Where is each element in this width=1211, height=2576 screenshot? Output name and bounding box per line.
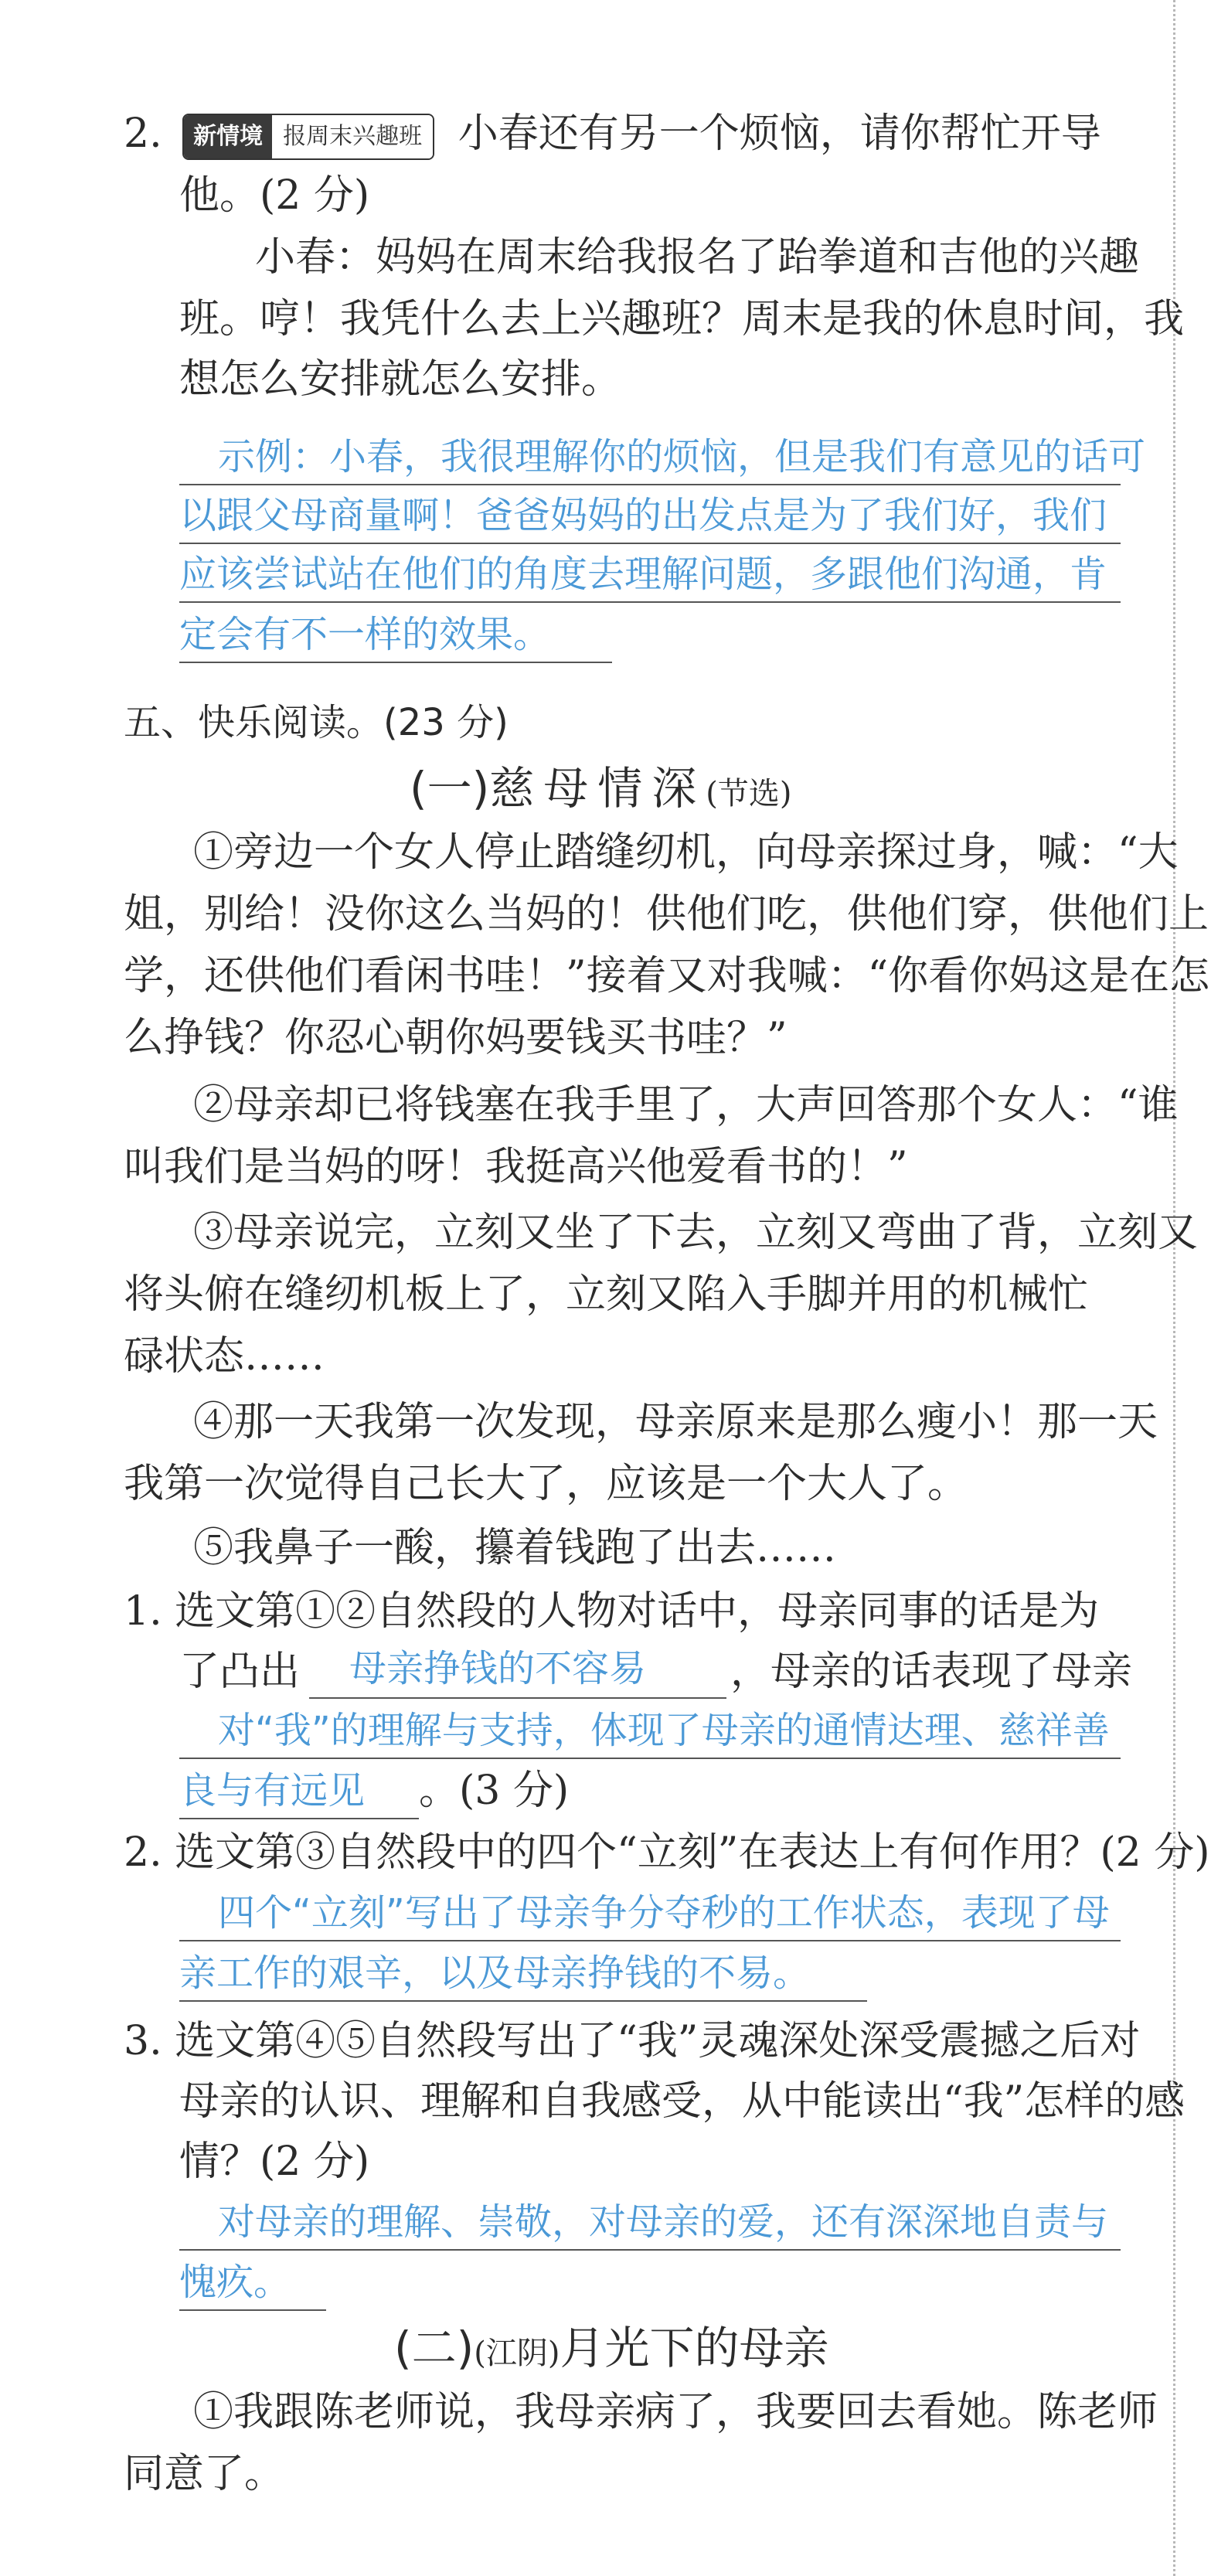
answer-underline [179, 662, 612, 663]
answer-underline [309, 1697, 726, 1699]
question-text: 小春还有另一个烦恼，请你帮忙开导 [458, 111, 1101, 157]
passage-line: ③母亲说完，立刻又坐了下去，立刻又弯曲了背，立刻又 [193, 1210, 1199, 1256]
subquestion-1 [124, 1584, 1099, 1638]
tag-label: 新情境 [184, 115, 272, 158]
passage-line: 我第一次觉得自己长大了，应该是一个大人了。 [124, 1461, 968, 1507]
passage-line: ②母亲却已将钱塞在我手里了，大声回答那个女人：“谁 [193, 1082, 1179, 1128]
passage-line: 姐，别给！没你这么当妈的！供他们吃，供他们穿，供他们上 [124, 891, 1209, 938]
answer-underline [179, 601, 1121, 603]
passage-2-heading [394, 2317, 829, 2384]
heading-prefix: (一) [410, 762, 490, 815]
quote-line-1: 小春：妈妈在周末给我报名了跆拳道和吉他的兴趣 [255, 234, 1140, 281]
answer-line-2: 良与有远见 [179, 1769, 366, 1812]
answer-underline [179, 1818, 419, 1819]
answer-line-1: 示例：小春，我很理解你的烦恼，但是我们有意见的话可 [218, 435, 1146, 478]
answer-underline [179, 2000, 867, 2002]
answer-line-3: 应该尝试站在他们的角度去理解问题，多跟他们沟通，肯 [179, 553, 1107, 596]
question-2 [124, 107, 1101, 161]
passage-line: ⑤我鼻子一酸，攥着钱跑了出去…… [193, 1525, 837, 1571]
answer-underline [179, 2249, 1121, 2251]
passage-line: 么挣钱？你忍心朝你妈要钱买书哇？” [124, 1015, 787, 1061]
answer-underline [179, 1758, 1121, 1759]
heading-source: (江阴) [474, 2336, 560, 2371]
question-text: ，母亲的话表现了母亲 [730, 1649, 1133, 1695]
question-text-cont: 他。(2 分) [179, 172, 370, 219]
quote-line-2: 班。哼！我凭什么去上兴趣班？周末是我的休息时间，我 [179, 296, 1185, 342]
question-text: 情？(2 分) [179, 2139, 370, 2185]
answer-line-2: 以跟父母商量啊！爸爸妈妈的出发点是为了我们好，我们 [179, 494, 1107, 537]
subquestion-1-line-2 [179, 1645, 300, 1699]
answer-underline [179, 2309, 326, 2311]
quote-line-3: 想怎么安排就怎么安排。 [179, 356, 622, 403]
passage-line: ①旁边一个女人停止踏缝纫机，向母亲探过身，喊：“大 [193, 829, 1179, 876]
answer-underline [179, 543, 1121, 544]
answer-line-2: 亲工作的艰辛，以及母亲挣钱的不易。 [179, 1952, 811, 1995]
subquestion-3 [124, 2014, 1140, 2068]
answer-line-1: 对母亲的理解、崇敬，对母亲的爱，还有深深地自责与 [218, 2200, 1109, 2244]
question-score: 。(3 分) [419, 1768, 570, 1814]
blank-answer: 母亲挣钱的不容易 [349, 1647, 647, 1690]
question-text: 母亲的认识、理解和自我感受，从中能读出“我”怎样的感 [179, 2078, 1185, 2125]
new-situation-tag [182, 114, 434, 160]
tag-topic: 报周末兴趣班 [272, 115, 433, 158]
answer-underline [179, 1940, 1121, 1941]
heading-prefix: (二) [394, 2322, 475, 2374]
answer-line-2: 愧疚。 [179, 2261, 291, 2304]
answer-line-1: 对“我”的理解与支持，体现了母亲的通情达理、慈祥善 [218, 1709, 1110, 1752]
passage-line: 将头俯在缝纫机板上了，立刻又陷入手脚并用的机械忙 [124, 1271, 1089, 1318]
heading-suffix: (节选) [706, 776, 792, 812]
question-number: 2. [124, 111, 162, 157]
answer-line-4: 定会有不一样的效果。 [179, 613, 551, 656]
question-text: 选文第③自然段中的四个“立刻”在表达上有何作用？(2 分) [175, 1829, 1210, 1876]
answer-line-1: 四个“立刻”写出了母亲争分夺秒的工作状态，表现了母 [218, 1891, 1110, 1935]
heading-title: 慈母情深 [489, 762, 706, 815]
passage-line: 叫我们是当妈的呀！我挺高兴他爱看书的！” [124, 1144, 908, 1190]
passage-line: 同意了。 [124, 2451, 285, 2497]
passage-line: 学，还供他们看闲书哇！”接着又对我喊：“你看你妈这是在怎 [124, 953, 1210, 999]
question-text: 选文第④⑤自然段写出了“我”灵魂深处深受震撼之后对 [175, 2018, 1141, 2064]
question-number: 1. [124, 1588, 162, 1635]
question-number: 2. [124, 1829, 162, 1876]
passage-1-heading [410, 757, 792, 825]
passage-line: ①我跟陈老师说，我母亲病了，我要回去看她。陈老师 [193, 2389, 1158, 2435]
section-title: 五、快乐阅读。(23 分) [124, 701, 509, 744]
question-number: 3. [124, 2018, 162, 2064]
question-text: 了凸出 [179, 1649, 301, 1695]
answer-underline [179, 484, 1121, 485]
subquestion-2 [124, 1826, 1210, 1880]
question-text: 选文第①②自然段的人物对话中，母亲同事的话是为 [175, 1588, 1100, 1635]
passage-line: 碌状态…… [124, 1333, 325, 1380]
passage-line: ④那一天我第一次发现，母亲原来是那么瘦小！那一天 [193, 1399, 1158, 1445]
margin-dotted-line [1173, 0, 1175, 2576]
heading-title: 月光下的母亲 [560, 2322, 829, 2374]
